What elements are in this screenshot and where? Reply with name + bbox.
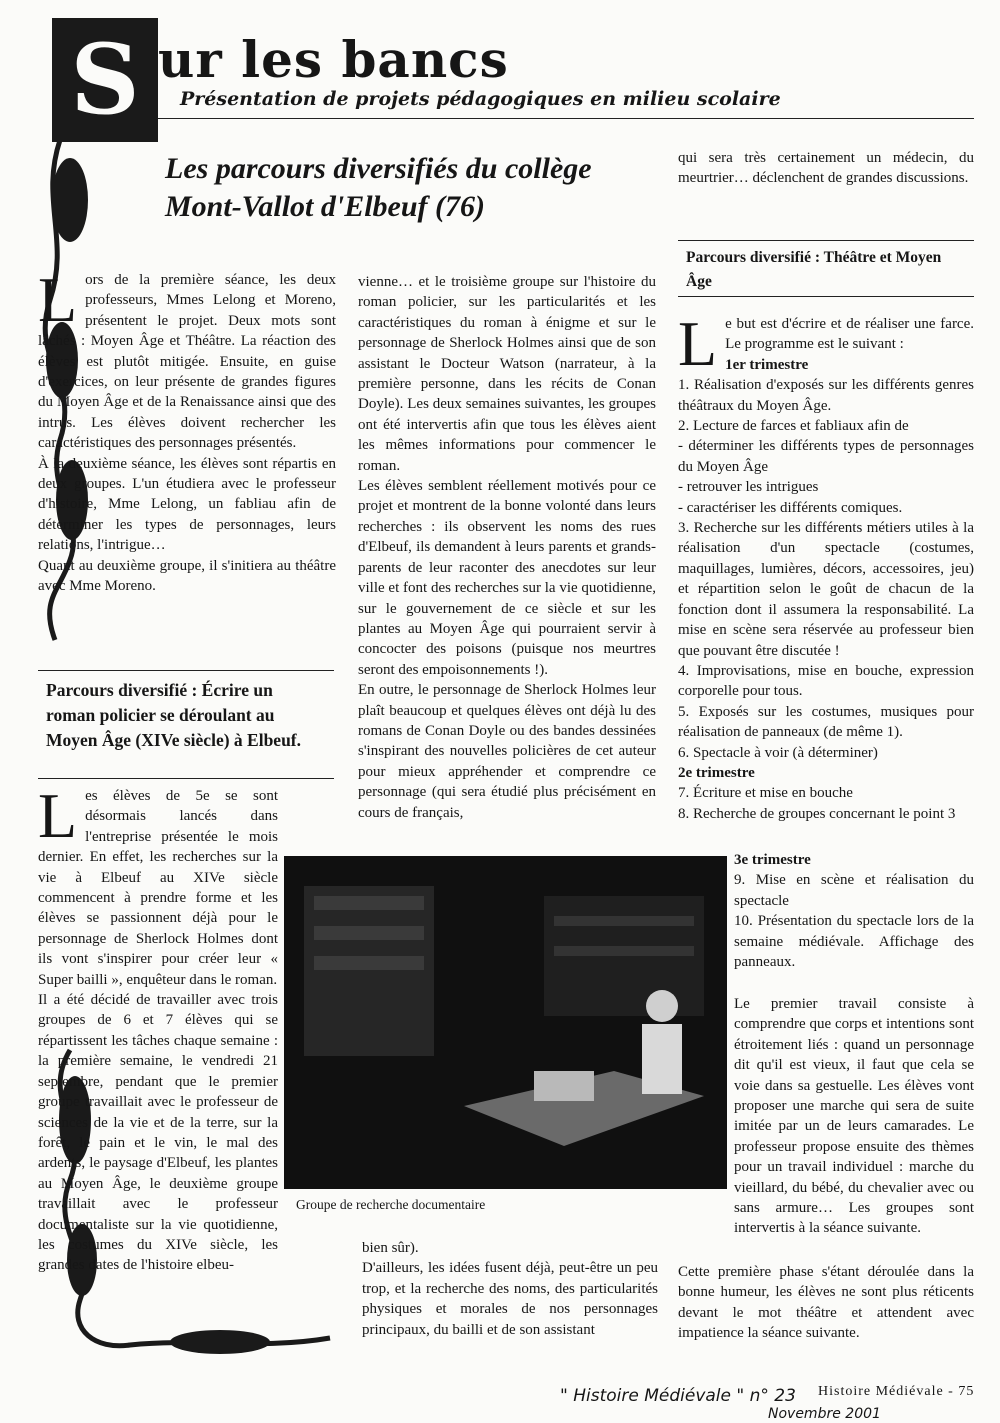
column-3-end bbox=[734, 994, 974, 1239]
header-title: ur les bancs bbox=[158, 30, 509, 89]
paragraph: Le premier travail consiste à comprendre que corps et intentions sont étroitement liés : quand un personnage dit qu'il est vieux, il faut que cela se voie dans sa gestuelle. Les élèves vont proposer une marche qui sera de suite imitée par un de leurs camarades. Le professeur propose ensuite des thèmes pour un travail individuel : marche du vieillard, du bébé, du chevalier avec ou sans armure… Les groupes sont intervertis à la séance suivante. bbox=[734, 996, 974, 1237]
classroom-photo bbox=[284, 856, 727, 1189]
article-title: Les parcours diversifiés du collège Mont-Vallot d'Elbeuf (76) bbox=[165, 152, 592, 223]
program-heading: 1er trimestre bbox=[725, 356, 809, 373]
section-rule bbox=[38, 778, 334, 779]
paragraph: es élèves de 5e se sont désormais lancés dans l'entreprise présentée le mois dernier. En effet, les recherches sur la vie à Elbeuf au XIVe siècle commencent à prendre forme et les élèves se passionnent déjà pour le personnage de Sherlock Holmes dont ils vont s'inspirer pour créer leur « Super bailli », enquêteur dans le roman. bbox=[38, 788, 278, 988]
paragraph: bien sûr). bbox=[362, 1240, 419, 1256]
section-rule bbox=[678, 240, 974, 241]
paragraph: vienne… et le troisième groupe sur l'histoire du roman policier, sur les particularités et les caractéristiques du roman à énigme et sur le personnage de Sherlock Holmes ainsi que de son assistant le Docteur Watson (narrateur, à la première personne, dans les récits de Conan Doyle). Les deux semaines suivantes, les groupes ont été intervertis afin que tous les élèves aient les mêmes informations pour commencer le roman. bbox=[358, 274, 656, 474]
photo-image bbox=[284, 856, 727, 1189]
paragraph: Cette première phase s'étant déroulée dans la bonne humeur, les élèves ne sont plus réticents devant le mot théâtre et attendent avec impatience la séance suivante. bbox=[678, 1264, 974, 1342]
paragraph: e but est d'écrire et de réaliser une farce. Le programme est le suivant : bbox=[725, 316, 974, 353]
program-item: - déterminer les différents types de personnages du Moyen Âge bbox=[678, 438, 974, 475]
program-item: 3. Recherche sur les différents métiers utiles à la réalisation d'un spectacle (costumes, maquillages, lumières, décors, accessoires, jeu) et répartition selon le goût de chacun de la fonction dont il assumera la responsabilité. La mise en scène sera réservée au professeur bien que pouvant être discutée ! bbox=[678, 520, 974, 659]
program-item: 8. Recherche de groupes concernant le point 3 bbox=[678, 805, 956, 822]
paragraph: ors de la première séance, les deux professeurs, Mmes Lelong et Moreno, présentent le projet. Deux mots sont lâchés : Moyen Âge et Théâtre. La réaction des élèves est plutôt mitigée. Ensuite, en guise d'exercices, on leur présente de grandes figures du Moyen Âge et de la Renaissance ainsi que des intrus. Les élèves doivent rechercher les caractéristiques des personnages présentés. bbox=[38, 272, 336, 452]
column-3-program bbox=[678, 308, 974, 824]
program-item: 6. Spectacle à voir (à déterminer) bbox=[678, 744, 878, 761]
drop-cap: L bbox=[38, 780, 78, 851]
header-initial: S bbox=[52, 18, 158, 142]
section-heading-theatre: Parcours diversifié : Théâtre et Moyen Âge bbox=[686, 249, 942, 290]
program-heading: 3e trimestre bbox=[734, 852, 811, 868]
paragraph: D'ailleurs, les idées fusent déjà, peut-être un peu trop, et la recherche des noms, des particularités physiques et morales de nos personnages principaux, du bailli et de son assistant bbox=[362, 1260, 658, 1338]
section-rule bbox=[38, 670, 334, 671]
program-item: 7. Écriture et mise en bouche bbox=[678, 785, 853, 802]
column-3-top: qui sera très certainement un médecin, du meurtrier… déclenchent de grandes discussions. bbox=[678, 150, 974, 187]
program-list bbox=[678, 355, 974, 824]
program-item: - retrouver les intrigues bbox=[678, 479, 819, 496]
program-item: 1. Réalisation d'exposés sur les différents genres théâtraux du Moyen Âge. bbox=[678, 377, 974, 414]
header-rule bbox=[158, 118, 974, 119]
program-item: 5. Exposés sur les costumes, musiques pour réalisation de panneaux (de même 1). bbox=[678, 703, 974, 741]
paragraph: En outre, le personnage de Sherlock Holmes leur plaît beaucoup et quelques élèves ont déjà lu des romans de Conan Doyle ou des bandes dessinées s'inspirant des nouvelles policières de cet auteur pour mieux appréhender et comprendre ce personnage (qui sera étudié plus précisément en cours de français, bbox=[358, 682, 656, 821]
column-3-closing bbox=[678, 1262, 974, 1344]
program-item: 4. Improvisations, mise en bouche, expression corporelle pour tous. bbox=[678, 662, 974, 700]
column-2-bottom bbox=[362, 1238, 658, 1340]
section-heading-roman: Parcours diversifié : Écrire un roman policier se déroulant au Moyen Âge (XIVe siècle) à Elbeuf. bbox=[46, 680, 302, 750]
program-item: 10. Présentation du spectacle lors de la semaine médiévale. Affichage des panneaux. bbox=[734, 913, 974, 971]
photo-caption: Groupe de recherche documentaire bbox=[296, 1197, 486, 1212]
header-subtitle: Présentation de projets pédagogiques en milieu scolaire bbox=[180, 88, 781, 110]
column-1-body bbox=[38, 780, 278, 1276]
paragraph: Quant au deuxième groupe, il s'initiera au théâtre avec Mme Moreno. bbox=[38, 557, 336, 595]
page-folio: Histoire Médiévale - 75 bbox=[818, 1384, 975, 1399]
paragraph: À la deuxième séance, les élèves sont répartis en deux groupes. L'un étudiera avec le professeur d'histoire, Mme Lelong, un fabliau afin de déterminer les types de personnages, leurs relations, l'intrigue… bbox=[38, 455, 336, 554]
program-item: 9. Mise en scène et réalisation du spectacle bbox=[734, 872, 974, 909]
paragraph: Il a été décidé de travailler avec trois groupes de 6 et 7 élèves qui se répartissent les tâches chaque semaine : la première semaine, le vendredi 21 septembre, pendant que le premier groupe travaillait avec le professeur de sciences de la vie et de la terre, sur la forêt, le pain et le vin, le mal des ardents, le paysage d'Elbeuf, les plantes au Moyen Âge, le deuxième groupe travaillait avec le professeur documentaliste sur la vie quotidienne, les costumes du XIVe siècle, les grandes dates de l'histoire elbeu- bbox=[38, 992, 278, 1274]
drop-cap: L bbox=[678, 308, 718, 379]
program-heading: 2e trimestre bbox=[678, 764, 755, 781]
program-item: 2. Lecture de farces et fabliaux afin de bbox=[678, 418, 909, 435]
handwritten-note: " Histoire Médiévale " n° 23 bbox=[560, 1386, 796, 1406]
column-2-body bbox=[358, 272, 656, 823]
drop-cap: L bbox=[38, 264, 78, 335]
section-rule bbox=[678, 296, 974, 297]
column-3-trimester-3 bbox=[734, 850, 974, 972]
program-item: - caractériser les différents comiques. bbox=[678, 499, 903, 516]
paragraph: Les élèves semblent réellement motivés pour ce projet et montrent de la bonne volonté dans leurs recherches : ils observent les noms des rues d'Elbeuf, ils demandent à leurs parents et grands-parents de leur raconter des anecdotes sur leur ville et font des recherches sur la vie quotidienne, sur le gouvernement de ce siècle et sur les plantes au Moyen Âge qui pourraient servir à concocter des poisons (puisque nos meurtres seront des empoisonnements !). bbox=[358, 478, 656, 678]
handwritten-date: Novembre 2001 bbox=[768, 1406, 881, 1422]
column-1-intro bbox=[38, 264, 336, 597]
program-list-t3 bbox=[734, 850, 974, 972]
